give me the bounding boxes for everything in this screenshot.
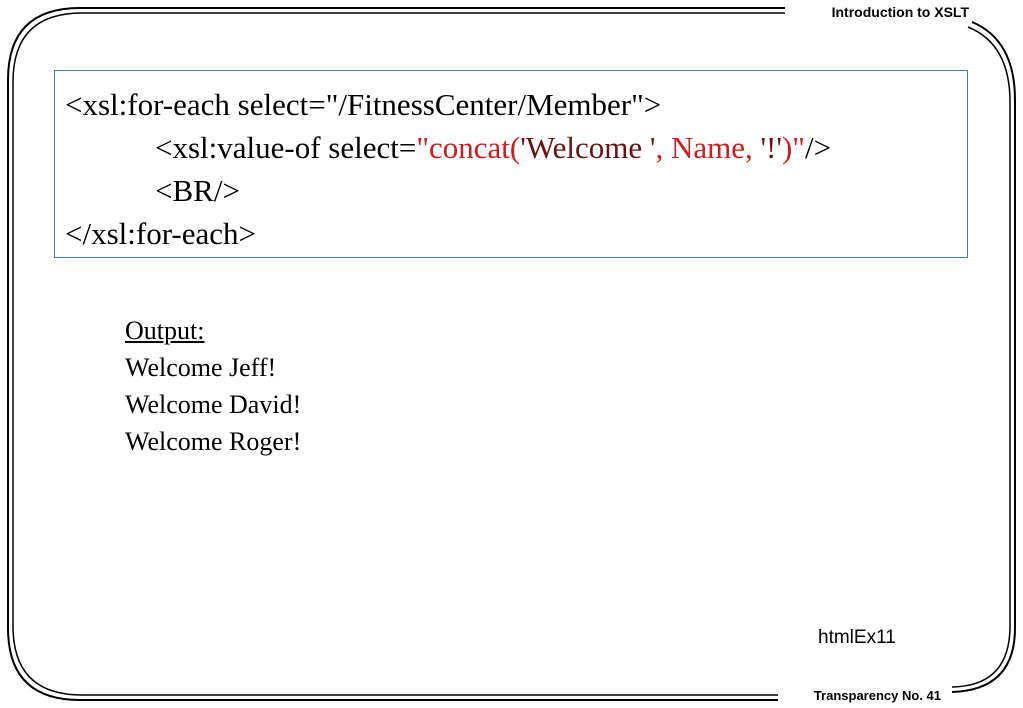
code-block: [54, 70, 968, 258]
code-line-1: <xsl:for-each select="/FitnessCenter/Member">: [65, 87, 662, 122]
footer-title: Transparency No. 41: [810, 688, 945, 704]
code-line-2-suffix: />: [804, 130, 832, 165]
code-string-quote-open: "concat(: [416, 130, 521, 165]
output-line: Welcome Jeff!: [125, 353, 277, 382]
code-string-close-paren: ): [781, 130, 793, 165]
code-string-welcome: 'Welcome ': [520, 130, 656, 165]
example-label: htmlEx11: [818, 627, 896, 648]
code-line-2-prefix: <xsl:value-of select=: [155, 130, 417, 165]
code-string-quote-close: ": [792, 130, 805, 165]
code-line-2: [65, 126, 967, 169]
output-line: Welcome David!: [125, 390, 302, 419]
output-heading: Output:: [125, 316, 205, 345]
code-string-middle: , Name,: [655, 130, 761, 165]
output-line: Welcome Roger!: [125, 427, 302, 456]
code-line-3: <BR/>: [155, 173, 240, 208]
output-block: [125, 312, 301, 460]
code-string-bang: '!': [760, 130, 782, 165]
header-title: Introduction to XSLT: [828, 4, 973, 20]
code-line-4: </xsl:for-each>: [65, 216, 256, 251]
